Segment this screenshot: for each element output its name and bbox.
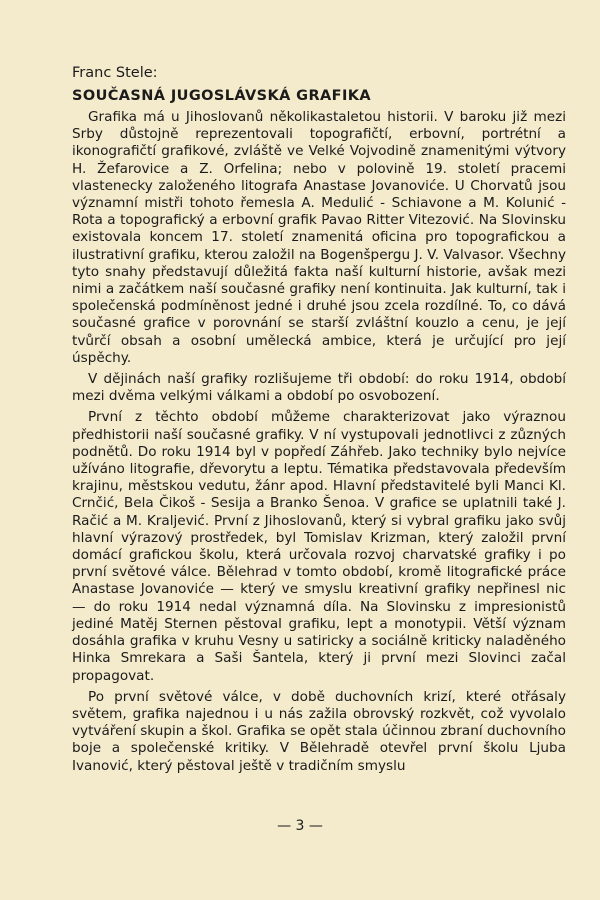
article-title: SOUČASNÁ JUGOSLÁVSKÁ GRAFIKA [72,88,371,104]
page-number: — 3 — [277,818,323,834]
paragraph-1: Grafika má u Jihoslovanů několikastaletou historii. V baroku již mezi Srby důstojně reprezentovali topografičtí, erbovní, portrétní a ikonografičtí grafikové, zvláště ve Velké Vojvodině znamenitými výtvory H. Žefarovice a Z. Orfelina; nebo v polovině 19. století pracemi vlastenecky založeného litografa Anastase Jovanoviće. U Chorvatů jsou významní mistři tohoto řemesla A. Medulić - Schiavone a M. Kolunić - Rota a topografický a erbovní grafik Pavao Ritter Vitezović. Na Slovinsku existovala koncem 17. století znamenitá oficina pro topografickou a ilustrativní grafiku, kterou založil na Bogenšpergu J. V. Valvasor. Všechny tyto snahy představují důležitá fakta naší kulturní historie, avšak mezi nimi a začátkem naší současné grafiky není kontinuita. Jak kulturní, tak i společenská podmíněnost jedné i druhé jsou zcela rozdílné. To, co dává současné grafice v porovnání se starší zvláštní kouzlo a cenu, je její tvůrčí obsah a osobní umělecká ambice, která je určující pro její úspěchy. [72,109,566,366]
paragraph-4: Po první světové válce, v době duchovních krizí, které otřásaly světem, grafika najednou i u nás zažila obrovský rozkvět, což vyvolalo vytváření skupin a škol. Grafika se opět stala účinnou zbraní duchovního boje a společenské kritiky. V Bělehradě otevřel první školu Ljuba Ivanović, který pěstoval ještě v tradičním smyslu [72,688,566,774]
paragraph-2: V dějinách naší grafiky rozlišujeme tři období: do roku 1914, období mezi dvěma velkými válkami a období po osvobození. [72,371,566,405]
paragraph-3: První z těchto období můžeme charakterizovat jako výraznou předhistorii naší současné grafiky. V ní vystupovali jednotlivci z zůzných podnětů. Do roku 1914 byl v popředí Záhřeb. Jako techniky bylo nejvíce užíváno litografie, dřevorytu a leptu. Tématika představovala především krajinu, městskou vedutu, žánr apod. Hlavní představitelé byli Manci Kl. Crnčić, Bela Čikoš - Sesija a Branko Šenoa. V grafice se uplatnili také J. Račić a M. Kraljević. První z Jihoslovanů, který si vybral grafiku jako svůj hlavní výrazový prostředek, byl Tomislav Krizman, který založil první domácí grafickou školu, která určovala rozvoj charvatské grafiky i po první světové válce. Bělehrad v tomto období, kromě litografické práce Anastase Jovanoviće — který ve smyslu kreativní grafiky nepřinesl nic — do roku 1914 nedal významná díla. Na Slovinsku z impresionistů jediné Matěj Sternen pěstoval grafiku, lept a monotypii. Větší význam dosáhla grafika v kruhu Vesny u satiricky a sociálně kriticky naladěného Hinka Smrekara a Saši Šantela, který ji první mezi Slovinci začal propagovat. [72,409,566,684]
author-line: Franc Stele: [72,65,158,81]
